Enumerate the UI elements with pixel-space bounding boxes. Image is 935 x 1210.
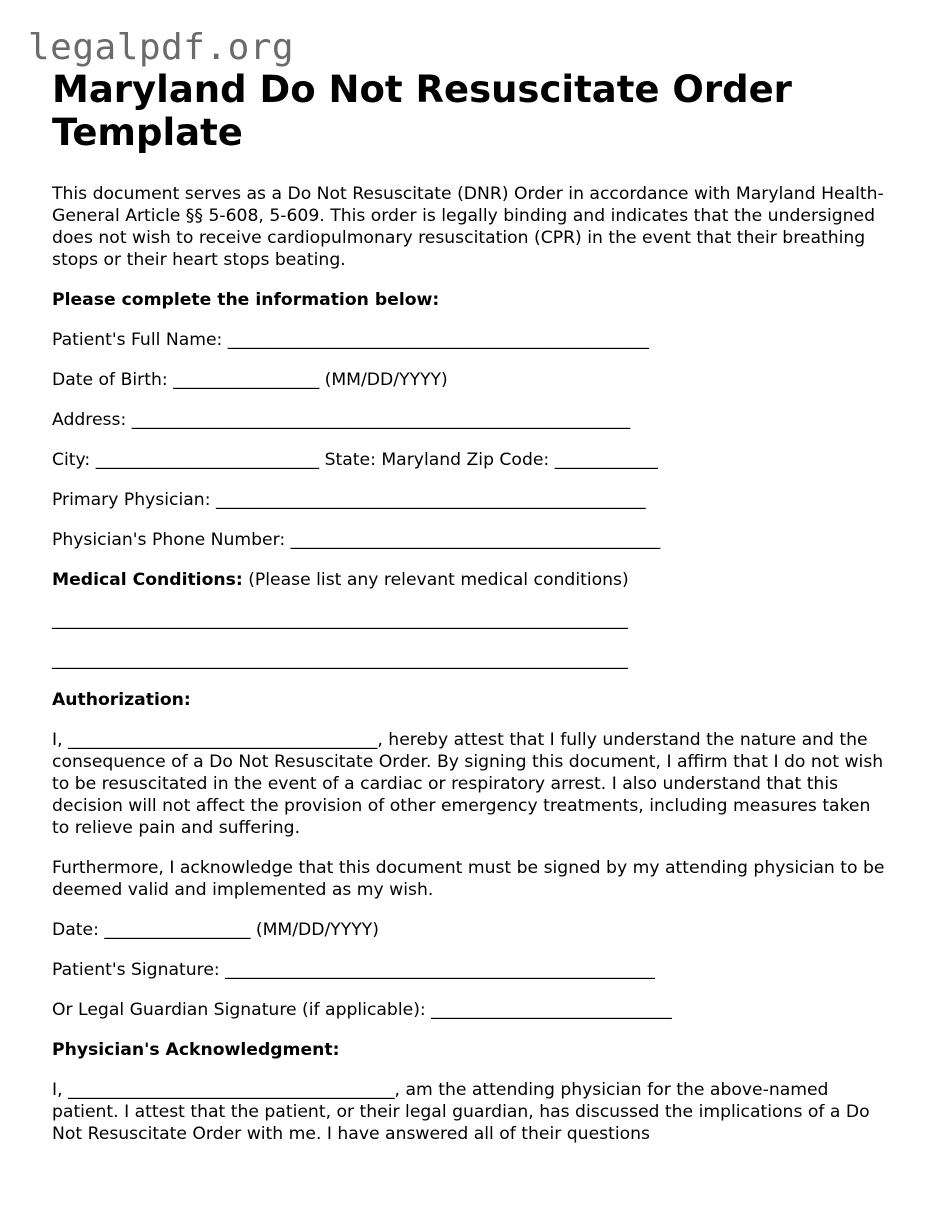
- info-heading: Please complete the information below:: [52, 290, 440, 310]
- primary-physician-field: Primary Physician: __________________________________________________: [52, 490, 646, 510]
- authorization-paragraph: I, ____________________________________, hereby attest that I fully understand the nature and the consequence of a Do Not Resuscitate Order. By signing this document, I affirm that I do not wish to be resuscitated in the event of a cardiac or respiratory arrest. I also understand that this decision will not affect the provision of other emergency treatments, including measures taken to relieve pain and suffering.: [52, 730, 884, 838]
- physician-ack-paragraph: I, ______________________________________, am the attending physician for the above-named patient. I attest that the patient, or their legal guardian, has discussed the implications of a Do Not Resuscitate Order with me. I have answered all of their questions: [52, 1080, 870, 1144]
- intro-paragraph: This document serves as a Do Not Resuscitate (DNR) Order in accordance with Maryland Health-General Article §§ 5-608, 5-609. This order is legally binding and indicates that the undersigned does not wish to receive cardiopulmonary resuscitation (CPR) in the event that their breathing stops or their heart stops beating.: [52, 184, 884, 270]
- date-of-birth-field: Date of Birth: _________________ (MM/DD/YYYY): [52, 370, 448, 390]
- medical-conditions-hint: (Please list any relevant medical conditions): [242, 570, 629, 590]
- guardian-signature-field: Or Legal Guardian Signature (if applicable): ____________________________: [52, 1000, 672, 1020]
- physician-phone-field: Physician's Phone Number: ___________________________________________: [52, 530, 661, 550]
- furthermore-paragraph: Furthermore, I acknowledge that this document must be signed by my attending physician to be deemed valid and implemented as my wish.: [52, 858, 885, 900]
- address-field: Address: __________________________________________________________: [52, 410, 631, 430]
- physician-ack-heading: Physician's Acknowledgment:: [52, 1040, 340, 1060]
- watermark-logo: legalpdf.org: [28, 27, 295, 68]
- city-state-zip-field: City: __________________________ State: Maryland Zip Code: ____________: [52, 450, 658, 470]
- medical-conditions-label: [52, 569, 892, 591]
- patient-signature-field: Patient's Signature: __________________________________________________: [52, 960, 655, 980]
- medical-conditions-line-1: ___________________________________________________________________: [52, 610, 628, 630]
- date-field: Date: _________________ (MM/DD/YYYY): [52, 920, 380, 940]
- document-title: Maryland Do Not Resuscitate Order Template: [52, 68, 792, 154]
- medical-conditions-heading: Medical Conditions:: [52, 570, 243, 590]
- medical-conditions-line-2: ___________________________________________________________________: [52, 650, 628, 670]
- authorization-heading: Authorization:: [52, 690, 191, 710]
- document-body: [52, 68, 892, 1145]
- patient-name-field: Patient's Full Name: _________________________________________________: [52, 330, 649, 350]
